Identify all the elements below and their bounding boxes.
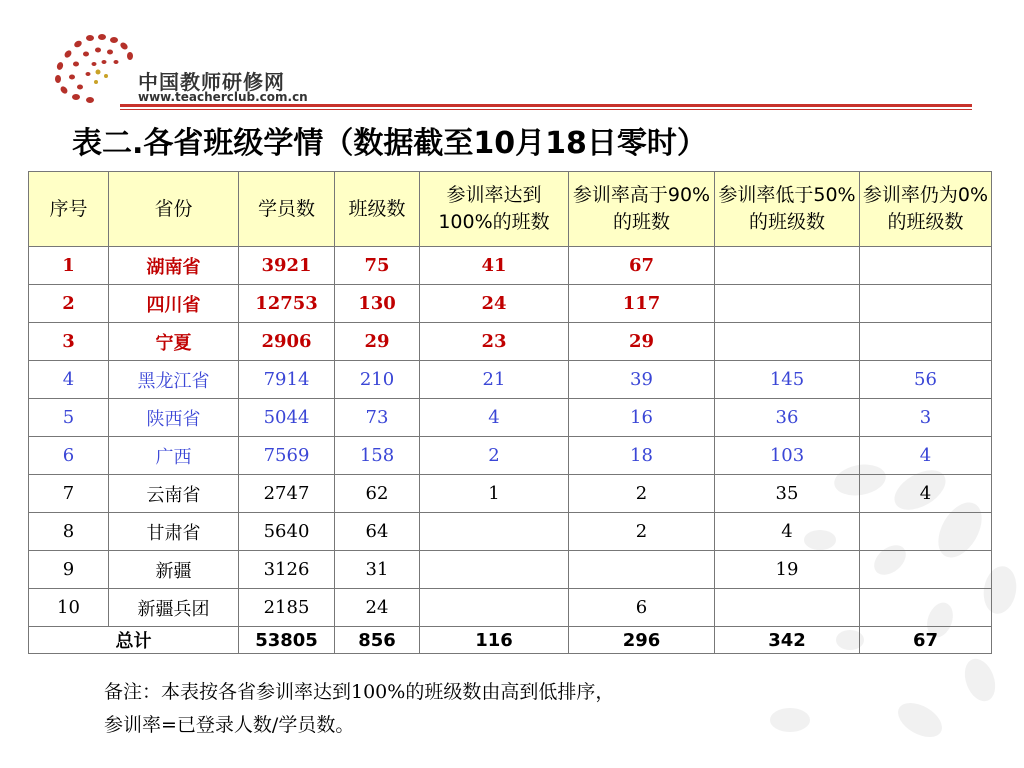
table-row	[29, 513, 992, 551]
logo-name: 中国教师研修网	[138, 70, 285, 94]
cell-rate-zero: 4	[860, 437, 992, 475]
cell-classes: 31	[335, 551, 420, 589]
table-row	[29, 437, 992, 475]
cell-classes: 62	[335, 475, 420, 513]
cell-rate-100: 4	[420, 399, 569, 437]
cell-rate-below-50	[715, 285, 860, 323]
cell-rate-zero: 3	[860, 399, 992, 437]
total-row	[29, 627, 992, 654]
cell-students: 2185	[239, 589, 335, 627]
header-rate-above-90: 参训率高于90%的班数	[569, 172, 715, 247]
cell-rate-above-90: 6	[569, 589, 715, 627]
cell-province: 陕西省	[109, 399, 239, 437]
cell-rate-above-90: 2	[569, 513, 715, 551]
total-rate-100: 116	[420, 627, 569, 654]
cell-rate-100: 23	[420, 323, 569, 361]
cell-province: 甘肃省	[109, 513, 239, 551]
cell-students: 7569	[239, 437, 335, 475]
class-status-table	[28, 171, 992, 654]
cell-classes: 210	[335, 361, 420, 399]
header-index: 序号	[29, 172, 109, 247]
header-divider-thin	[120, 109, 972, 110]
cell-rate-100	[420, 513, 569, 551]
cell-rate-above-90: 2	[569, 475, 715, 513]
cell-rate-zero	[860, 589, 992, 627]
cell-students: 3126	[239, 551, 335, 589]
header-classes: 班级数	[335, 172, 420, 247]
total-rate-above-90: 296	[569, 627, 715, 654]
cell-students: 7914	[239, 361, 335, 399]
cell-rate-100: 41	[420, 247, 569, 285]
cell-students: 12753	[239, 285, 335, 323]
cell-classes: 24	[335, 589, 420, 627]
cell-province: 四川省	[109, 285, 239, 323]
cell-rate-100: 1	[420, 475, 569, 513]
cell-rate-100	[420, 589, 569, 627]
header-students: 学员数	[239, 172, 335, 247]
cell-students: 5044	[239, 399, 335, 437]
cell-rate-100	[420, 551, 569, 589]
cell-index: 8	[29, 513, 109, 551]
table-row	[29, 361, 992, 399]
cell-students: 2747	[239, 475, 335, 513]
cell-rate-below-50: 19	[715, 551, 860, 589]
cell-province: 湖南省	[109, 247, 239, 285]
cell-classes: 73	[335, 399, 420, 437]
footnote-line-2: 参训率=已登录人数/学员数。	[104, 714, 355, 736]
cell-rate-zero	[860, 247, 992, 285]
total-classes: 856	[335, 627, 420, 654]
cell-index: 5	[29, 399, 109, 437]
table-header-row	[29, 172, 992, 247]
cell-rate-above-90: 29	[569, 323, 715, 361]
header-province: 省份	[109, 172, 239, 247]
table-row	[29, 475, 992, 513]
cell-province: 黑龙江省	[109, 361, 239, 399]
cell-classes: 75	[335, 247, 420, 285]
cell-students: 5640	[239, 513, 335, 551]
cell-rate-above-90: 18	[569, 437, 715, 475]
header-rate-100: 参训率达到100%的班数	[420, 172, 569, 247]
cell-province: 新疆	[109, 551, 239, 589]
cell-index: 2	[29, 285, 109, 323]
total-rate-zero: 67	[860, 627, 992, 654]
page-title: 表二.各省班级学情（数据截至10月18日零时）	[72, 126, 707, 161]
total-rate-below-50: 342	[715, 627, 860, 654]
cell-rate-zero	[860, 551, 992, 589]
cell-students: 2906	[239, 323, 335, 361]
cell-rate-below-50: 103	[715, 437, 860, 475]
cell-classes: 130	[335, 285, 420, 323]
table-row	[29, 323, 992, 361]
total-label: 总计	[29, 627, 239, 654]
cell-index: 6	[29, 437, 109, 475]
cell-index: 1	[29, 247, 109, 285]
cell-rate-below-50	[715, 589, 860, 627]
cell-province: 宁夏	[109, 323, 239, 361]
cell-rate-below-50: 145	[715, 361, 860, 399]
table-row	[29, 247, 992, 285]
cell-rate-zero	[860, 323, 992, 361]
table-row	[29, 285, 992, 323]
cell-rate-above-90: 16	[569, 399, 715, 437]
cell-rate-below-50: 36	[715, 399, 860, 437]
table-row	[29, 399, 992, 437]
table-row	[29, 589, 992, 627]
cell-province: 云南省	[109, 475, 239, 513]
cell-classes: 29	[335, 323, 420, 361]
logo-url: www.teacherclub.com.cn	[138, 90, 308, 104]
cell-index: 9	[29, 551, 109, 589]
cell-rate-below-50	[715, 323, 860, 361]
cell-index: 4	[29, 361, 109, 399]
cell-rate-zero	[860, 513, 992, 551]
footnote	[104, 676, 614, 742]
cell-classes: 158	[335, 437, 420, 475]
cell-rate-zero: 4	[860, 475, 992, 513]
cell-classes: 64	[335, 513, 420, 551]
cell-index: 3	[29, 323, 109, 361]
cell-index: 7	[29, 475, 109, 513]
cell-rate-above-90: 117	[569, 285, 715, 323]
cell-province: 新疆兵团	[109, 589, 239, 627]
header-rate-below-50: 参训率低于50%的班级数	[715, 172, 860, 247]
cell-rate-below-50	[715, 247, 860, 285]
header-rate-zero: 参训率仍为0%的班级数	[860, 172, 992, 247]
cell-rate-below-50: 4	[715, 513, 860, 551]
cell-rate-above-90: 39	[569, 361, 715, 399]
cell-rate-zero: 56	[860, 361, 992, 399]
total-students: 53805	[239, 627, 335, 654]
table-row	[29, 551, 992, 589]
cell-province: 广西	[109, 437, 239, 475]
cell-rate-zero	[860, 285, 992, 323]
cell-rate-below-50: 35	[715, 475, 860, 513]
cell-rate-above-90	[569, 551, 715, 589]
cell-rate-100: 21	[420, 361, 569, 399]
cell-students: 3921	[239, 247, 335, 285]
cell-index: 10	[29, 589, 109, 627]
header-divider	[120, 104, 972, 107]
cell-rate-100: 2	[420, 437, 569, 475]
cell-rate-100: 24	[420, 285, 569, 323]
cell-rate-above-90: 67	[569, 247, 715, 285]
footnote-line-1: 备注：本表按各省参训率达到100%的班级数由高到低排序，	[104, 681, 615, 703]
